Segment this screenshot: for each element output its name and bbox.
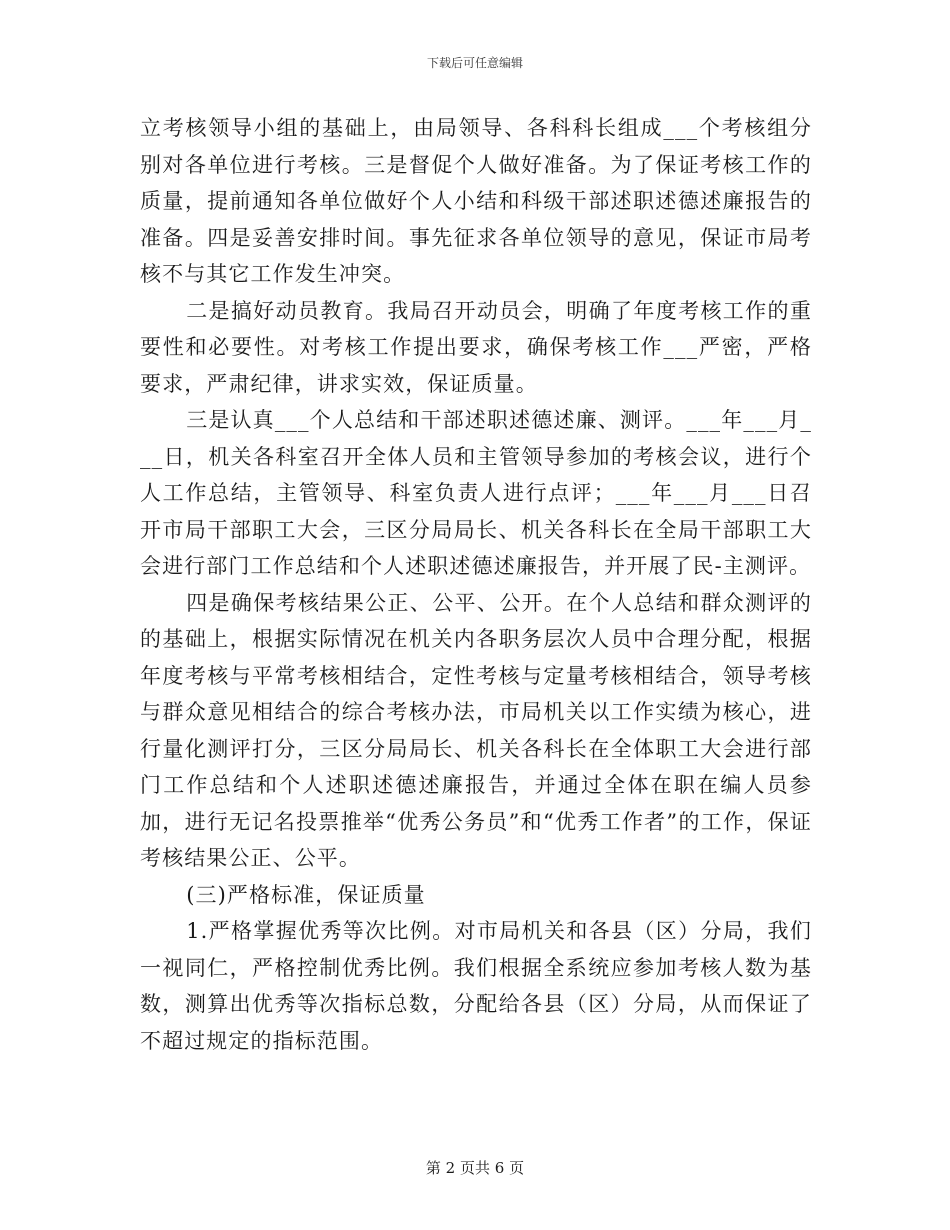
paragraph-mobilization: 二是搞好动员教育。我局召开动员会，明确了年度考核工作的重要性和必要性。对考核工作提出要求，确保考核工作___严密，严格要求，严肃纪律，讲求实效，保证质量。 (140, 298, 812, 396)
paragraph-continuation: 立考核领导小组的基础上，由局领导、各科科长组成___个考核组分别对各单位进行考核。三是督促个人做好准备。为了保证考核工作的质量，提前通知各单位做好个人小结和科级干部述职述德述廉报告的准备。四是妥善安排时间。事先征求各单位领导的意见，保证市局考核不与其它工作发生冲突。 (140, 116, 812, 286)
page-header: 下载后可任意编辑 (426, 56, 523, 70)
paragraph-ratio-control: 1.严格掌握优秀等次比例。对市局机关和各县（区）分局，我们一视同仁，严格控制优秀比例。我们根据全系统应参加考核人数为基数，测算出优秀等次指标总数，分配给各县（区）分局，从而保证了不超过规定的指标范围。 (140, 919, 812, 1053)
section-heading: (三)严格标准，保证质量 (186, 882, 426, 907)
paragraph-self-summary: 三是认真___个人总结和干部述职述德述廉、测评。___年___月___日，机关各科室召开全体人员和主管领导参加的考核会议，进行个人工作总结，主管领导、科室负责人进行点评；___年___月___日召开市局干部职工大会，三区分局局长、机关各科长在全局干部职工大会进行部门工作总结和个人述职述德述廉报告，并开展了民-主测评。 (140, 408, 812, 578)
page-number-footer: 第 2 页共 6 页 (425, 1159, 525, 1177)
paragraph-fairness: 四是确保考核结果公正、公平、公开。在个人总结和群众测评的的基础上，根据实际情况在机关内各职务层次人员中合理分配，根据年度考核与平常考核相结合，定性考核与定量考核相结合，领导考核与群众意见相结合的综合考核办法，市局机关以工作实绩为核心，进行量化测评打分，三区分局局长、机关各科长在全体职工大会进行部门工作总结和个人述职述德述廉报告，并通过全体在职在编人员参加，进行无记名投票推举“优秀公务员”和“优秀工作者”的工作，保证考核结果公正、公平。 (140, 590, 812, 870)
document-body (140, 110, 812, 1059)
